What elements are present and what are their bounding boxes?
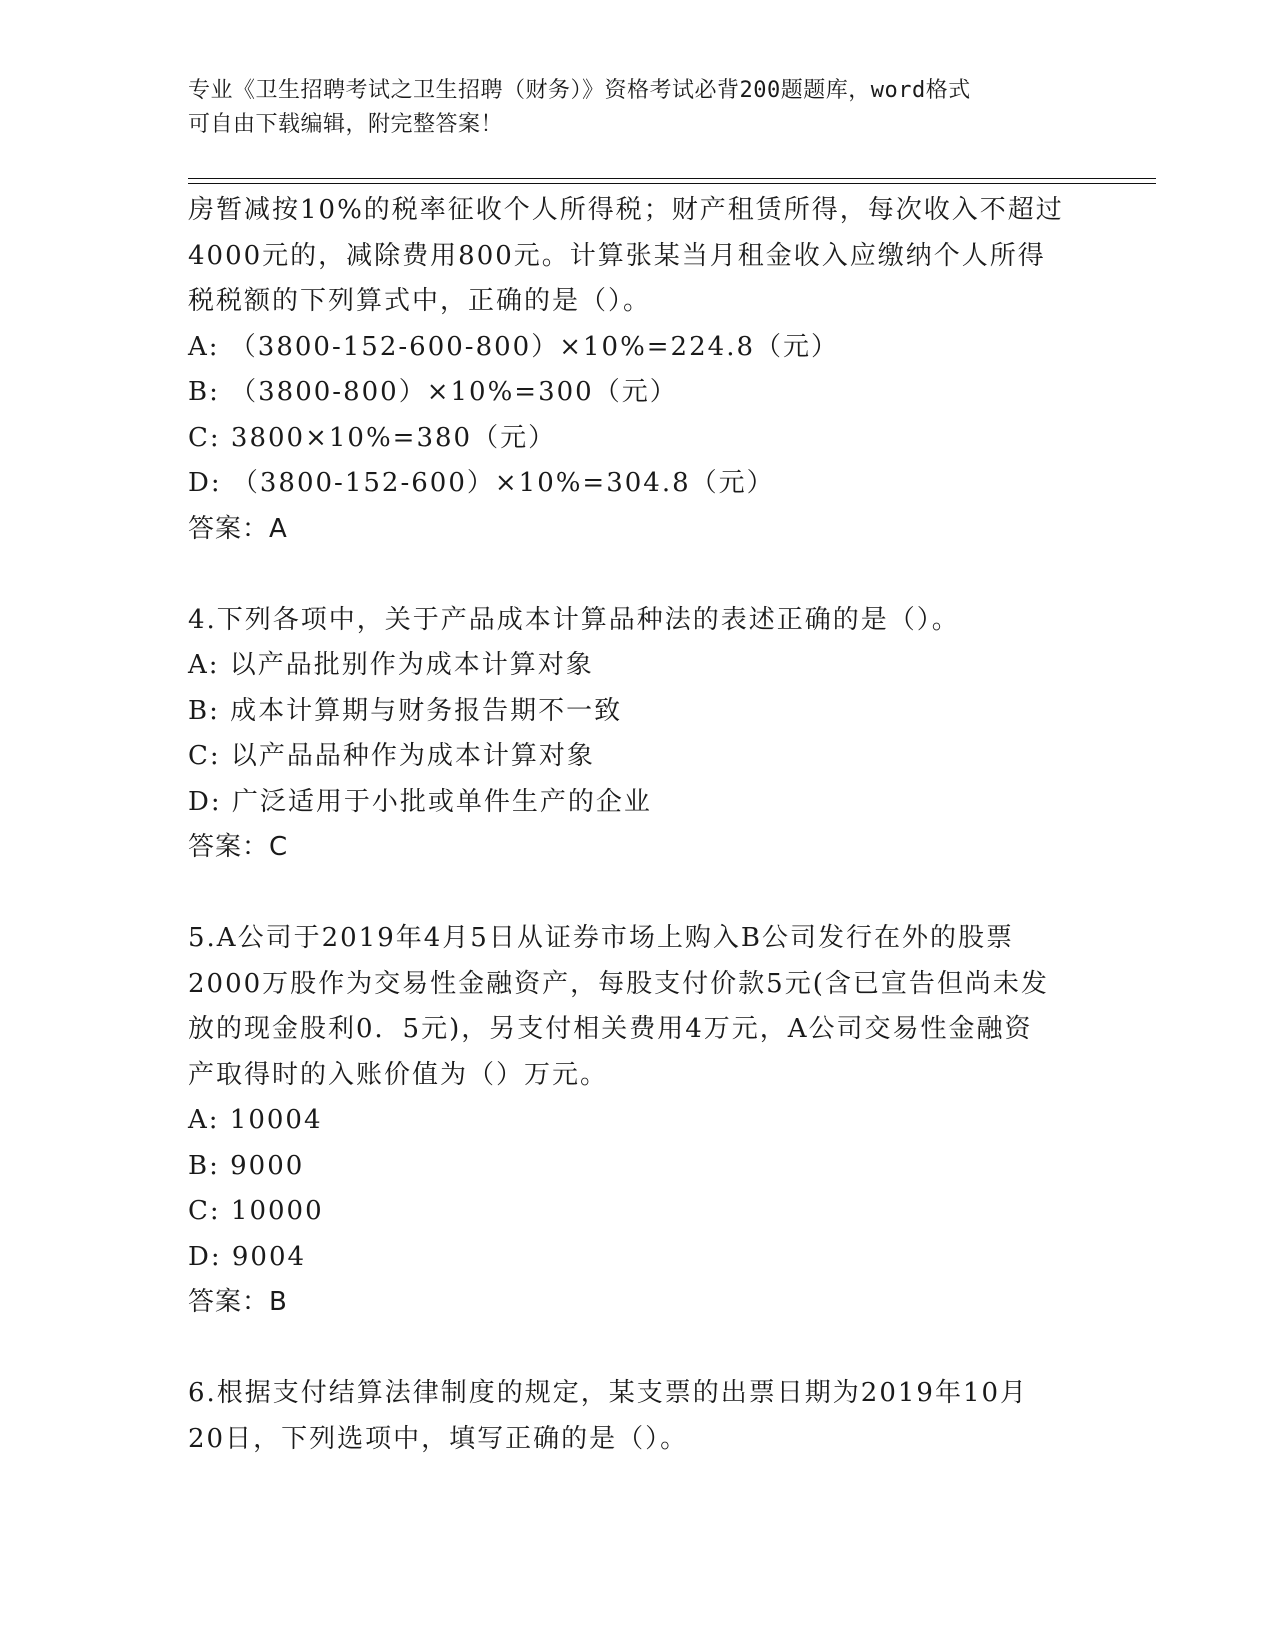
spacer	[188, 552, 1088, 598]
option-a: A: 10004	[188, 1105, 323, 1135]
option-b: B: （3800-800）×10%=300（元）	[188, 377, 678, 407]
question-3	[188, 188, 1088, 552]
question-stem-line: 2000万股作为交易性金融资产，每股支付价款5元(含已宣告但尚未发	[188, 968, 1049, 999]
option-b: B: 成本计算期与财务报告期不一致	[188, 695, 623, 726]
question-stem-line: 4.下列各项中，关于产品成本计算品种法的表述正确的是（）。	[188, 604, 960, 635]
option-d: D: 9004	[188, 1241, 307, 1272]
spacer	[188, 871, 1088, 917]
header-line-1: 专业《卫生招聘考试之卫生招聘（财务）》资格考试必背200题题库，word格式	[188, 78, 971, 103]
answer-label: 答案：B	[188, 1287, 288, 1317]
question-5	[188, 916, 1088, 1326]
answer-label: 答案：C	[188, 832, 289, 862]
question-stem-line: 20日，下列选项中，填写正确的是（）。	[188, 1423, 689, 1454]
option-a: A: （3800-152-600-800）×10%=224.8（元）	[188, 331, 839, 362]
option-c: C: 以产品品种作为成本计算对象	[188, 741, 595, 771]
header-divider-top	[188, 178, 1156, 179]
question-list	[188, 188, 1088, 1462]
question-stem-line: 6.根据支付结算法律制度的规定，某支票的出票日期为2019年10月	[188, 1378, 1029, 1408]
header-line-2: 可自由下载编辑，附完整答案！	[188, 112, 504, 137]
option-d: D: （3800-152-600）×10%=304.8（元）	[188, 468, 775, 498]
question-stem-line: 放的现金股利0．5元)，另支付相关费用4万元，A公司交易性金融资	[188, 1014, 1033, 1044]
answer-label: 答案：A	[188, 513, 288, 544]
header-divider-bottom	[188, 183, 1156, 184]
question-stem-line: 产取得时的入账价值为（）万元。	[188, 1059, 609, 1090]
question-stem-line: 5.A公司于2019年4月5日从证券市场上购入B公司发行在外的股票	[188, 923, 1014, 953]
option-c: C: 3800×10%=380（元）	[188, 422, 557, 453]
question-stem-line: 税税额的下列算式中，正确的是（）。	[188, 286, 652, 316]
question-4	[188, 598, 1088, 871]
option-a: A: 以产品批别作为成本计算对象	[188, 650, 594, 680]
document-header	[188, 74, 1088, 142]
question-stem-line: 4000元的，减除费用800元。计算张某当月租金收入应缴纳个人所得	[188, 240, 1046, 271]
option-d: D: 广泛适用于小批或单件生产的企业	[188, 786, 652, 817]
option-c: C: 10000	[188, 1196, 324, 1226]
question-stem-line: 房暂减按10%的税率征收个人所得税；财产租赁所得，每次收入不超过	[188, 195, 1064, 225]
question-6	[188, 1371, 1088, 1462]
option-b: B: 9000	[188, 1150, 305, 1181]
spacer	[188, 1326, 1088, 1372]
